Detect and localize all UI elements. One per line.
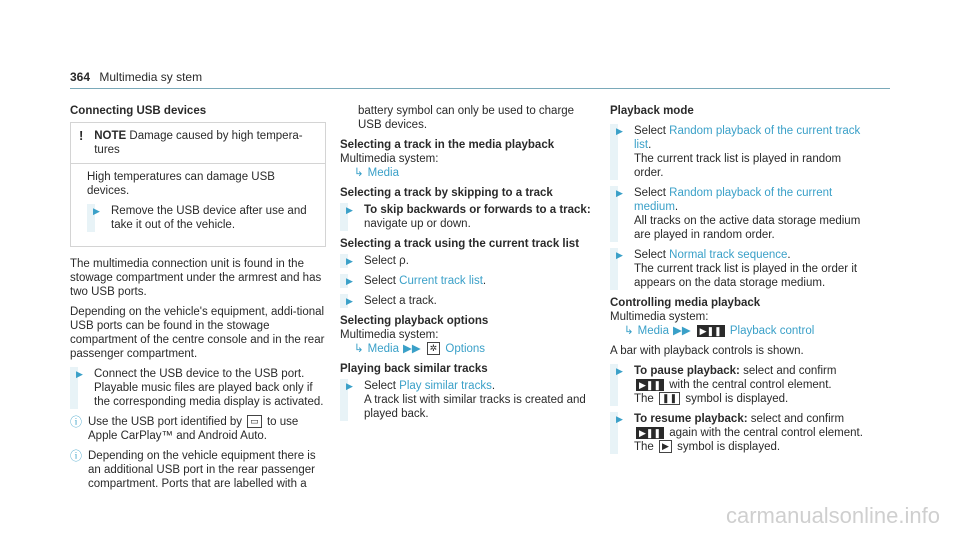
step-arrow-icon: ▶ [346, 205, 353, 215]
play-similar-link[interactable]: Play similar tracks [399, 380, 492, 392]
watermark: carmanualsonline.info [725, 503, 940, 528]
note-body-text: High temperatures can damage USB devices. [87, 171, 275, 197]
media-link[interactable]: Media [367, 167, 399, 179]
column-2: battery symbol can only be used to charge USB devices. Selecting a track in the media playback Multimedia system: ↳ Media Selecting a track by skipping to a track ▶ To skip backwards or forwards to a track: navigate up or down. Selecting a track using the current track list ▶ Select ρ. ▶ Select Current track list. ▶ Select a track. Selecting playback options Multimedia system: ↳ Media ▶▶ ✲ Options Playing back similar tracks ▶ Select Play similar tracks. A track list with similar tracks is created and played back. [340, 104, 596, 427]
column-3: Playback mode ▶ Select Random playback of the current track list. The current track list is played in random order. ▶ Select Random playback of the current medium. All tracks on the active data storage medium are played in random order. ▶ Select Normal track sequence. The current track list is played in the order it appears on the data storage medium. Controlling media playback Multimedia system: ↳ Media ▶▶ ▶❚❚ Playback control A bar with playback controls is shown. ▶ To pause playback: select and confirm ▶❚❚ with the central control element. The ❚❚ symbol is displayed. ▶ To resume playback: select and confirm ▶❚❚ again with the central control element. The ▶ symbol is displayed. [610, 104, 866, 460]
heading-playback-options: Selecting playback options [340, 315, 489, 327]
smartphone-port-icon: ▭ [247, 415, 262, 428]
section-title: Multimedia sy stem [99, 70, 203, 84]
header-rule [70, 88, 890, 89]
heading-playback-mode: Playback mode [610, 105, 694, 117]
step-select-current-list: ▶ Select Current track list. [340, 274, 596, 288]
step-arrow-icon: ▶ [616, 188, 623, 198]
heading-skip-track: Selecting a track by skipping to a track [340, 187, 553, 199]
menu-path-playback-control: ↳ Media ▶▶ ▶❚❚ Playback control [624, 325, 815, 337]
playback-control-link[interactable]: Playback control [729, 325, 815, 337]
note-title: NOTE [94, 130, 127, 142]
double-chevron-icon: ▶▶ [402, 343, 421, 355]
step-arrow-icon: ▶ [76, 369, 83, 379]
step-connect-usb: ▶ Connect the USB device to the USB port. Playable music files are played back only if the corresponding media display is activated. [70, 367, 326, 409]
step-select-a-track: ▶ Select a track. [340, 294, 596, 308]
note-box [70, 122, 326, 247]
note-body [71, 164, 325, 246]
note-head-text: Damage caused by high tempera-tures [94, 130, 303, 156]
column-1 [70, 104, 326, 497]
step-skip: ▶ To skip backwards or forwards to a track: navigate up or down. [340, 203, 596, 231]
play-pause-icon: ▶❚❚ [697, 325, 725, 337]
menu-path-options: ↳ Media ▶▶ ✲ Options [354, 343, 486, 355]
step-resume: ▶ To resume playback: select and confirm ▶❚❚ again with the central control element. The ▶ symbol is displayed. [610, 412, 866, 454]
step-play-similar: ▶ Select Play similar tracks. A track list with similar tracks is created and played back. [340, 379, 596, 421]
step-arrow-icon: ▶ [346, 256, 353, 266]
para-additional-ports: Depending on the vehicle's equipment, addi-tional USB ports can be found in the stowage compartment of the centre console and in the rear passenger compartment. [70, 306, 325, 360]
step-select-search: ▶ Select ρ. [340, 254, 596, 268]
note-step: ▶ Remove the USB device after use and take it out of the vehicle. [87, 204, 317, 232]
step-normal-sequence: ▶ Select Normal track sequence. The current track list is played in the order it appears on the data storage medium. [610, 248, 866, 290]
step-arrow-icon: ▶ [616, 126, 623, 136]
note-head [71, 123, 325, 164]
page-number: 364 [70, 70, 91, 84]
info-icon: ⓘ [70, 449, 83, 463]
step-arrow-icon: ▶ [346, 276, 353, 286]
step-arrow-icon: ▶ [346, 296, 353, 306]
path-hook-icon: ↳ [354, 343, 364, 355]
step-random-medium: ▶ Select Random playback of the current medium. All tracks on the active data storage medium are played in random order. [610, 186, 866, 242]
step-arrow-icon: ▶ [93, 206, 100, 216]
play-icon: ▶ [659, 440, 672, 453]
battery-continuation: battery symbol can only be used to charge USB devices. [358, 105, 575, 131]
heading-current-list: Selecting a track using the current track list [340, 238, 580, 250]
path-hook-icon: ↳ [354, 167, 364, 179]
step-arrow-icon: ▶ [616, 414, 623, 424]
normal-sequence-link[interactable]: Normal track sequence [669, 249, 788, 261]
play-pause-icon: ▶❚❚ [636, 379, 664, 391]
random-medium-link[interactable]: Random playback of the current medium [634, 187, 833, 213]
warning-icon: ! [79, 128, 84, 143]
double-chevron-icon: ▶▶ [672, 325, 691, 337]
page-header [70, 70, 202, 84]
random-list-link[interactable]: Random playback of the current track list [634, 125, 861, 151]
heading-connecting-usb: Connecting USB devices [70, 105, 207, 117]
heading-controlling-playback: Controlling media playback [610, 297, 761, 309]
para-connection-unit: The multimedia connection unit is found in the stowage compartment under the armrest and has two USB ports. [70, 258, 322, 298]
step-arrow-icon: ▶ [346, 381, 353, 391]
play-pause-icon: ▶❚❚ [636, 427, 664, 439]
current-track-list-link[interactable]: Current track list [399, 275, 483, 287]
heading-similar-tracks: Playing back similar tracks [340, 363, 488, 375]
info-icon: ⓘ [70, 415, 83, 429]
step-arrow-icon: ▶ [616, 366, 623, 376]
heading-select-track: Selecting a track in the media playback [340, 139, 555, 151]
path-hook-icon: ↳ [624, 325, 634, 337]
step-pause: ▶ To pause playback: select and confirm ▶❚❚ with the central control element. The ❚❚ symbol is displayed. [610, 364, 866, 406]
pause-icon: ❚❚ [659, 392, 680, 405]
info-carplay: ⓘ Use the USB port identified by ▭ to use Apple CarPlay™ and Android Auto. [70, 415, 299, 442]
gear-icon: ✲ [427, 342, 441, 355]
step-arrow-icon: ▶ [616, 250, 623, 260]
info-rear-port: ⓘ Depending on the vehicle equipment there is an additional USB port in the rear passenger compartment. Ports that are labelled with a [70, 449, 316, 490]
options-link[interactable]: Options [445, 343, 486, 355]
step-random-list: ▶ Select Random playback of the current track list. The current track list is played in random order. [610, 124, 866, 180]
search-symbol-icon: ρ [399, 255, 406, 267]
menu-path-media [340, 166, 596, 180]
